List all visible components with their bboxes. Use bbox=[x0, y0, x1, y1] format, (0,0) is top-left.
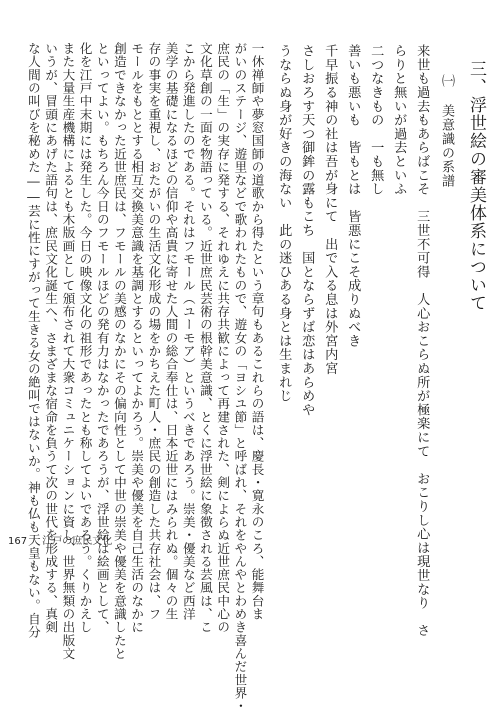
body-line: 存の事実を重視し、おたがいの生活文化形成の場をかちえた町人・庶民の創造した共存社会は、フ bbox=[146, 42, 162, 621]
body-line: 創造できなかった近世庶民は、フモールの美感のなかにその偏向性として中世の崇美や優美を意識したと bbox=[111, 42, 127, 661]
poem-line: らりと無いが過去といふ bbox=[391, 44, 407, 196]
body-line: いうが、冒頭にあげた語句は、庶民文化誕生へ、さまざまな宿命を負うて次の世代を形成する、真剣 bbox=[43, 42, 59, 634]
body-line: 庶民の「生」の実存に発する、それゆえに共存共歓によって再建された、剣によらぬ近世庶民中心の bbox=[215, 42, 231, 634]
body-line: こから発進したのである。それはフモール（ユーモア）というべきであろう。崇美・優美など西洋 bbox=[180, 42, 196, 621]
subsection-title: ㈠ 美意識の系譜 bbox=[439, 74, 454, 188]
body-line: また大量生産機構によるとも木版画として頒布されて大衆コミュニケーションに資し、世界無類の出版文 bbox=[60, 42, 76, 661]
poem-line: 善いも悪いも 皆もとは 皆悪にこそ成りぬべき bbox=[345, 44, 361, 348]
page-footer bbox=[8, 532, 124, 547]
body-line: がいのステージ、遊里などで歌われたもので、遊女の「ヨシユ節」と呼ばれ、それをやんやとわめき喜んだ世界・ bbox=[232, 42, 248, 713]
poem-line: 来世も過去もあらばこそ 三世不可得 人心おこらぬ所が極楽にて おこりし心は現世なり さ bbox=[414, 44, 430, 638]
body-line: 化を江戸中末期には発生した。今日の映像文化の祖形であったとも称してよいであろう。くりかえし bbox=[77, 42, 93, 634]
body-line: な人間の叫びを秘めた――芸に性にすがって生きる女の絶叫ではないか。神も仏も天皇もない。自分 bbox=[25, 42, 41, 639]
poem-line: 千早振る神の社は吾が身にて 出で入る息は外宮内宮 bbox=[322, 44, 338, 376]
body-line: 文化草創の一面を物語っている。近世庶民芸術の根幹美意識、とくに浮世絵に象徴される芸風は、こ bbox=[197, 42, 213, 634]
poem-line: うならぬ身が好きの海ない 此の迷ひある身とは生まれじ bbox=[276, 44, 292, 403]
body-line: 美学の基礎になるほどの信仰や高貴に寄せた人間の総合奉仕は、日本近世にはみられぬ。個々の生 bbox=[163, 42, 179, 621]
body-line: といってよい。もちろん今日のフモールほどの発有力はなかったであろうが、浮世絵は絵画として、 bbox=[94, 42, 110, 634]
body-line: モールをもととする相互交換美意識を基調とするといってよかろう。崇美や優美を自己生活のなかに bbox=[129, 42, 145, 634]
running-title: 江戸の庶民文化 bbox=[42, 536, 113, 547]
poem-line: 二つなきもの 一も無し bbox=[368, 44, 384, 196]
poem-line: さしおろす天つ御鉾の露もこち 国とならずば恋はあらめや bbox=[299, 44, 315, 417]
body-line: 一休禅師や夢窓国師の道歌から得たという章句もあるこれらの語は、慶長・寛永のころ、能舞台ま bbox=[249, 42, 265, 621]
section-title: 三、浮世絵の審美体系について bbox=[466, 60, 486, 312]
page-number: 167 bbox=[8, 536, 28, 547]
